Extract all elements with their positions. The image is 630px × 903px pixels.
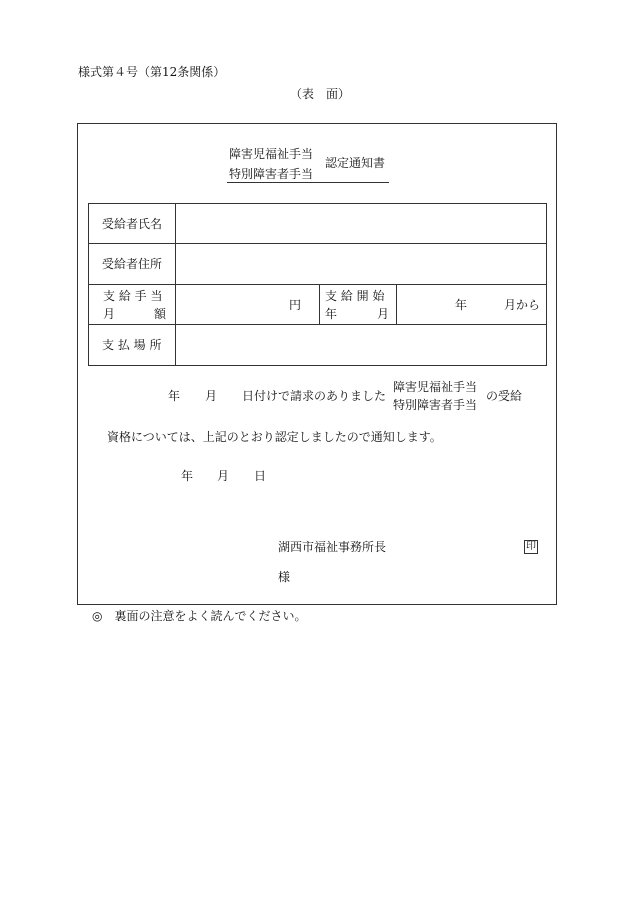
start-month-from: 月から [504, 298, 541, 312]
payment-place-label: 支 払 場 所 [102, 338, 162, 352]
notice-year: 年 [168, 389, 181, 403]
notice-month: 月 [205, 389, 218, 403]
side-label: （表 面） [290, 87, 351, 101]
recipient-name-label: 受給者氏名 [102, 217, 163, 231]
notice-dated-request: 日付けで請求のありました [242, 389, 387, 403]
start-year-unit: 年 [455, 298, 468, 312]
allowance-label-top: 支 給 手 当 [103, 289, 163, 303]
title-underline [227, 182, 389, 183]
date-month: 月 [217, 469, 230, 483]
notice-line2: 資格については、上記のとおり認定しましたので通知します。 [107, 430, 442, 444]
title-line1: 障害児福祉手当 [229, 147, 314, 161]
recipient-address-field[interactable] [178, 246, 544, 281]
start-label-top: 支 給 開 始 [325, 289, 385, 303]
yen-unit: 円 [289, 298, 302, 312]
table-row-divider [88, 243, 547, 244]
allowance-amount-field[interactable] [178, 287, 286, 322]
notice-allowance-line1: 障害児福祉手当 [393, 380, 478, 394]
title-line2: 特別障害者手当 [229, 167, 314, 181]
date-year: 年 [181, 469, 194, 483]
payment-place-field[interactable] [178, 327, 544, 363]
table-row-divider [88, 284, 547, 285]
start-label-bottom-right: 月 [377, 307, 390, 321]
title-suffix: 認定通知書 [325, 156, 386, 170]
addressee-suffix: 様 [278, 570, 291, 584]
date-day: 日 [254, 469, 267, 483]
table-col-divider [175, 203, 176, 366]
notice-of-receipt: の受給 [486, 389, 523, 403]
allowance-label-bottom-right: 額 [154, 307, 167, 321]
recipient-address-label: 受給者住所 [102, 257, 163, 271]
footer-note: ◎ 裏面の注意をよく読んでください。 [92, 609, 307, 623]
seal-char: 印 [526, 541, 536, 552]
table-row-divider [88, 324, 547, 325]
table-col-divider [396, 284, 397, 324]
recipient-name-field[interactable] [178, 206, 544, 241]
seal-stamp [524, 540, 538, 554]
notice-allowance-line2: 特別障害者手当 [393, 398, 478, 412]
start-label-bottom-left: 年 [325, 307, 338, 321]
issuer: 湖西市福祉事務所長 [278, 540, 387, 554]
allowance-label-bottom-left: 月 [103, 307, 116, 321]
form-number: 様式第４号（第12条関係） [78, 65, 226, 79]
table-col-divider [319, 284, 320, 324]
